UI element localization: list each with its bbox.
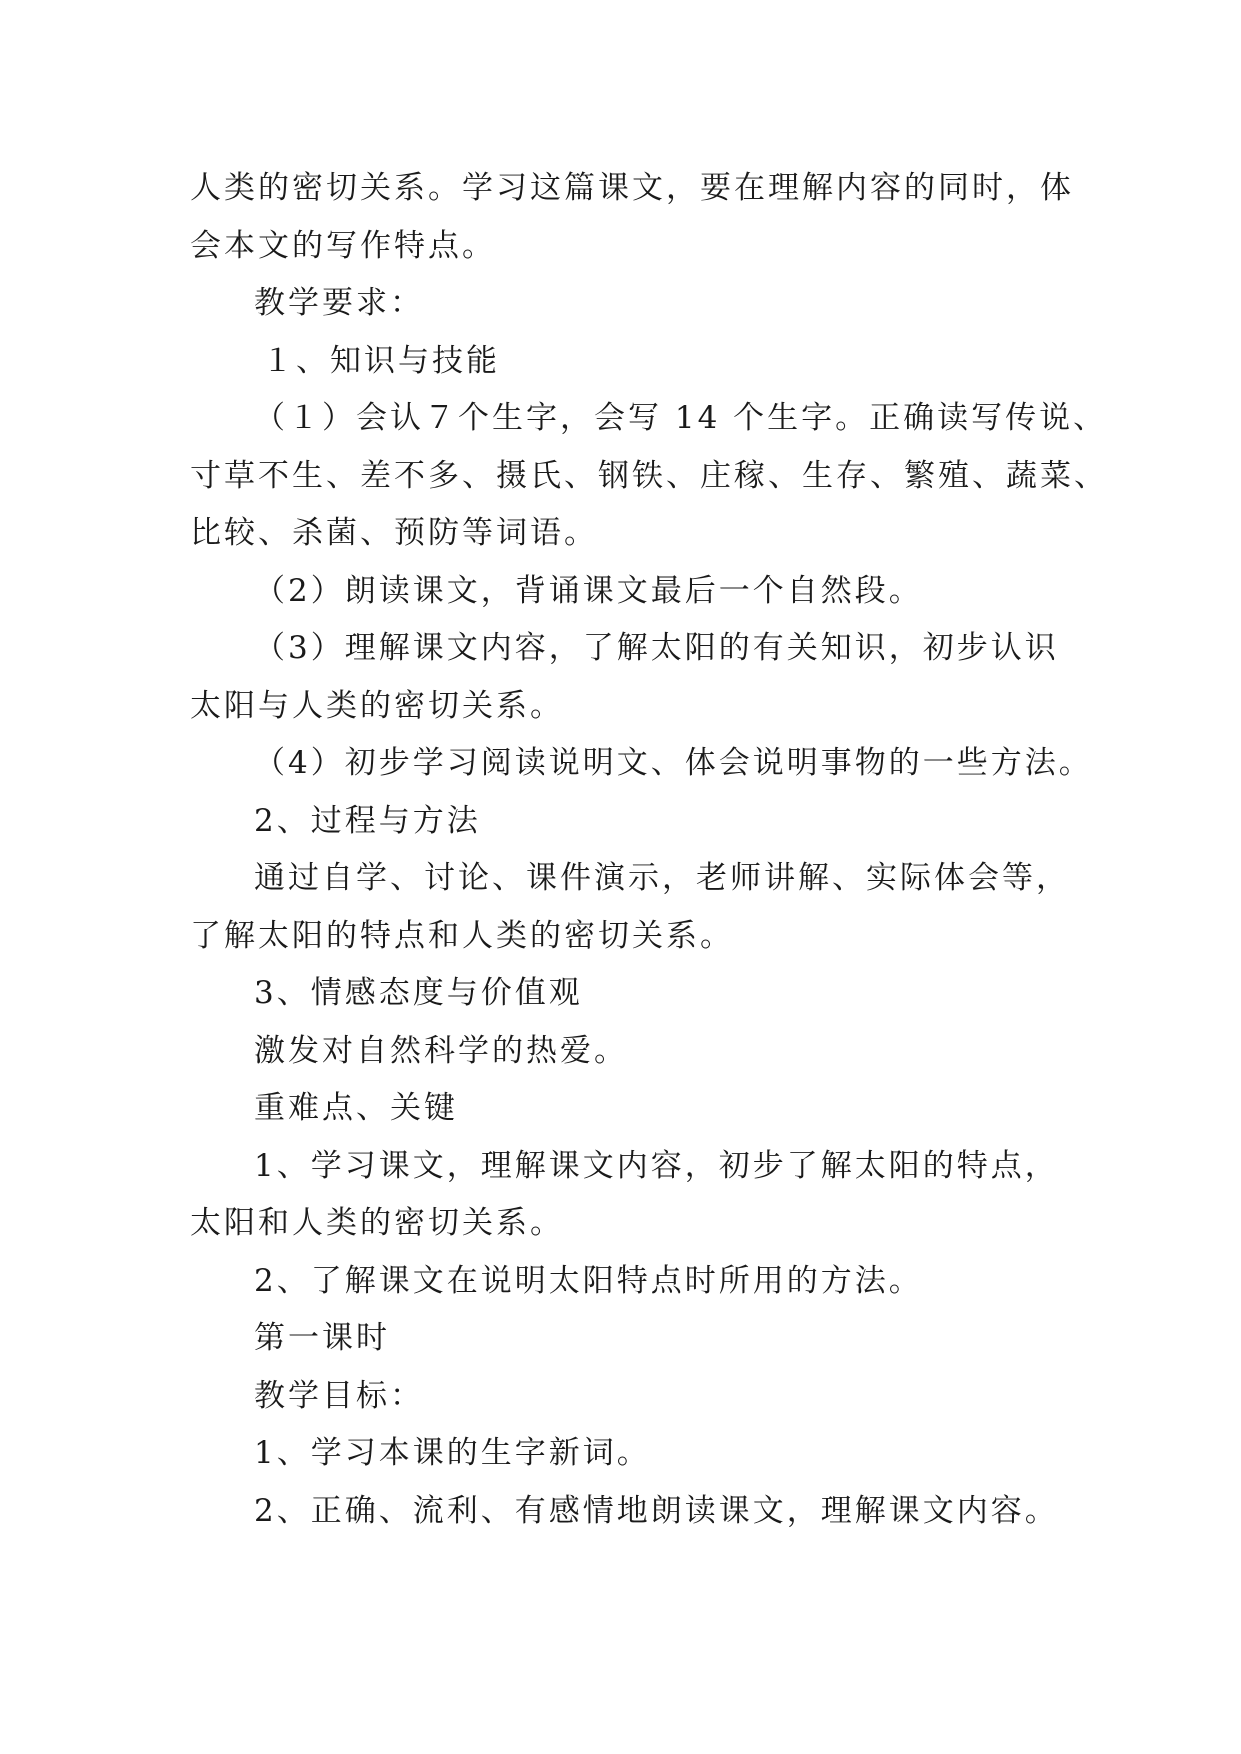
text-line: 2、正确、流利、有感情地朗读课文，理解课文内容。 — [254, 1492, 1059, 1529]
text-line: 人类的密切关系。学习这篇课文，要在理解内容的同时，体 — [190, 170, 1074, 206]
text-line: 激发对自然科学的热爱。 — [254, 1032, 628, 1069]
section-heading-key-points: 重难点、关键 — [254, 1090, 458, 1126]
text-line: 寸草不生、差不多、摄氏、钢铁、庄稼、生存、繁殖、蔬菜、 — [190, 457, 1108, 494]
text-line: 比较、杀菌、预防等词语。 — [190, 515, 598, 551]
subheading-knowledge-skills: １、知识与技能 — [262, 342, 500, 379]
text-line: 太阳和人类的密切关系。 — [190, 1205, 564, 1241]
text-line: 2、了解课文在说明太阳特点时所用的方法。 — [254, 1262, 923, 1299]
text-line: 通过自学、讨论、课件演示，老师讲解、实际体会等， — [254, 860, 1070, 896]
text-line: 1、学习本课的生字新词。 — [254, 1435, 651, 1471]
text-line: 太阳与人类的密切关系。 — [190, 687, 564, 724]
section-heading-teaching-objectives: 教学目标： — [254, 1377, 424, 1414]
text-line: （１）会认７个生字，会写 14 个生字。正确读写传说、 — [254, 400, 1108, 436]
text-line: 会本文的写作特点。 — [190, 227, 496, 264]
section-heading-teaching-requirements: 教学要求： — [254, 285, 424, 321]
text-line: （4）初步学习阅读说明文、体会说明事物的一些方法。 — [254, 745, 1093, 781]
text-line: （3）理解课文内容，了解太阳的有关知识，初步认识 — [254, 630, 1059, 666]
section-heading-first-lesson: 第一课时 — [254, 1320, 390, 1356]
document-body — [190, 160, 1108, 1540]
text-line: 了解太阳的特点和人类的密切关系。 — [190, 917, 734, 954]
text-line: 1、学习课文，理解课文内容，初步了解太阳的特点， — [254, 1147, 1059, 1184]
text-line: （2）朗读课文，背诵课文最后一个自然段。 — [254, 572, 923, 609]
subheading-process-methods: 2、过程与方法 — [254, 802, 481, 839]
subheading-attitude-values: 3、情感态度与价值观 — [254, 975, 583, 1011]
